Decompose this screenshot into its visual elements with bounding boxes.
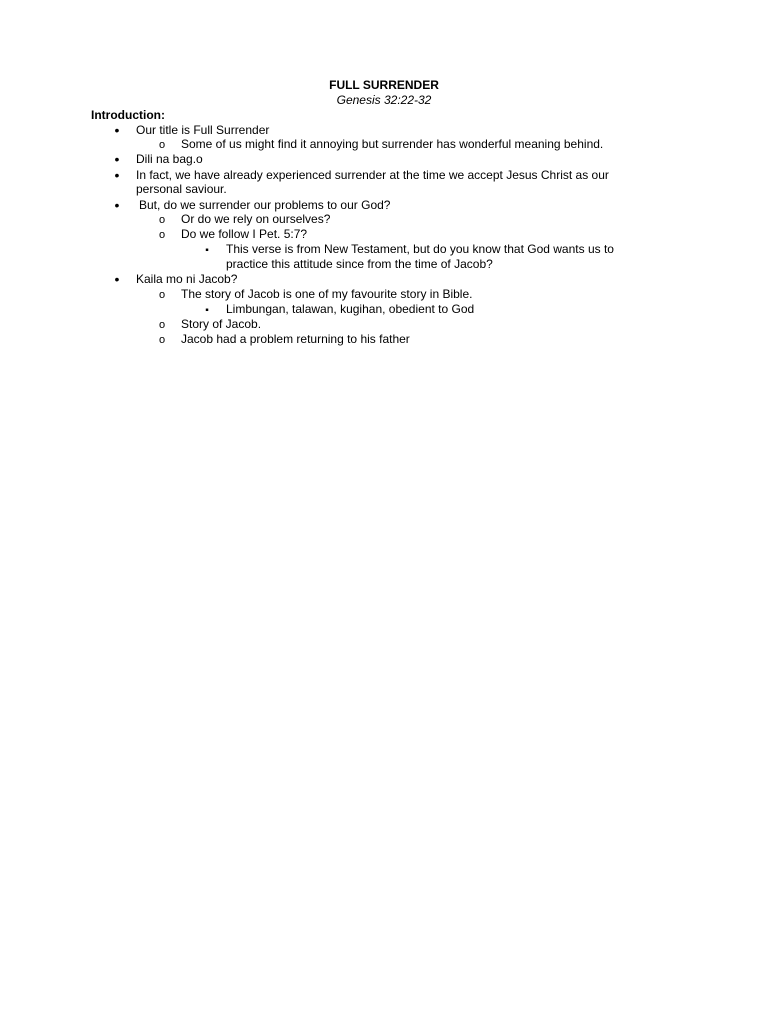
list-item: Story of Jacob. <box>181 317 262 331</box>
list-item: Jacob had a problem returning to his father <box>181 332 410 346</box>
bullet-disc-icon <box>110 198 124 214</box>
list-item: Limbungan, talawan, kugihan, obedient to God <box>226 302 475 316</box>
list-item: Dili na bag.o <box>136 152 203 166</box>
list-item: Some of us might find it annoying but surrender has wonderful meaning behind. <box>181 137 604 151</box>
list-item-continuation: personal saviour. <box>136 182 227 196</box>
bullet-circle-icon <box>155 317 169 333</box>
section-heading: Introduction: <box>91 108 165 122</box>
document-title: FULL SURRENDER <box>329 78 439 92</box>
bullet-disc-icon <box>110 152 124 168</box>
list-item: Our title is Full Surrender <box>136 123 270 137</box>
list-item: But, do we surrender our problems to our God? <box>139 198 391 212</box>
bullet-square-icon <box>200 242 214 258</box>
list-item: The story of Jacob is one of my favourite story in Bible. <box>181 287 473 301</box>
bullet-circle-icon <box>155 332 169 348</box>
bullet-disc-icon <box>110 168 124 184</box>
list-item-continuation: practice this attitude since from the time of Jacob? <box>226 257 493 271</box>
list-item: This verse is from New Testament, but do you know that God wants us to <box>226 242 614 256</box>
bullet-circle-icon <box>155 137 169 153</box>
list-item: Or do we rely on ourselves? <box>181 212 331 226</box>
bullet-square-icon <box>200 302 214 318</box>
bullet-circle-icon <box>155 227 169 243</box>
bullet-circle-icon <box>155 287 169 303</box>
list-item: Kaila mo ni Jacob? <box>136 272 238 286</box>
list-item: In fact, we have already experienced surrender at the time we accept Jesus Christ as our <box>136 168 609 182</box>
bullet-disc-icon <box>110 272 124 288</box>
bullet-circle-icon <box>155 212 169 228</box>
bullet-disc-icon <box>110 123 124 139</box>
document-subtitle: Genesis 32:22-32 <box>336 93 432 107</box>
list-item: Do we follow I Pet. 5:7? <box>181 227 308 241</box>
